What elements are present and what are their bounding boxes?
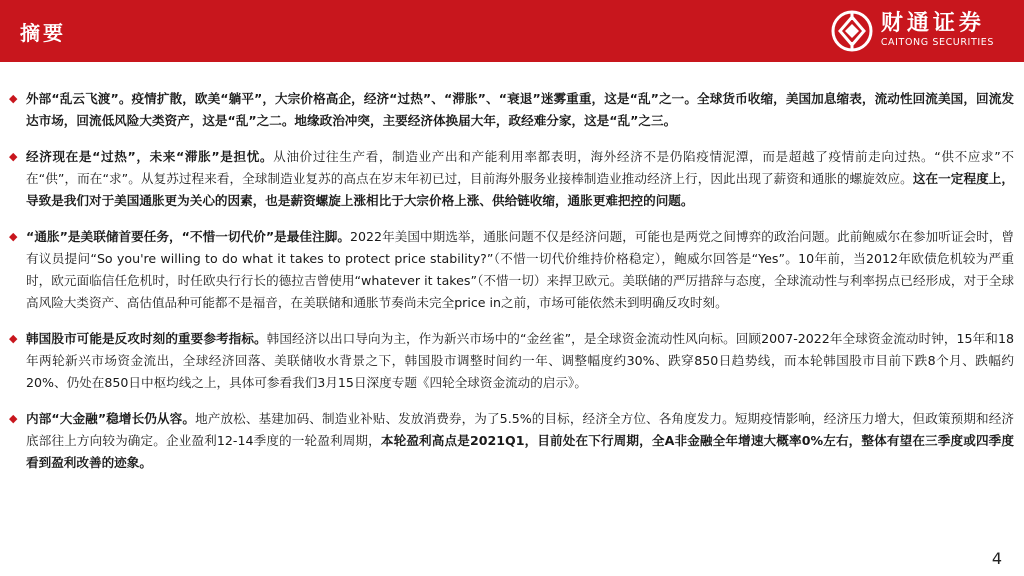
diamond-icon: ◆ xyxy=(9,412,18,425)
bold-text: “通胀”是美联储首要任务，“不惜一切代价”是最佳注脚。 xyxy=(26,229,350,244)
summary-paragraph xyxy=(8,408,1014,474)
summary-paragraph xyxy=(8,328,1014,394)
logo-chinese-name: 财通证券 xyxy=(880,11,985,36)
bold-text: 韩国股市可能是反攻时刻的重要参考指标。 xyxy=(26,331,267,346)
bold-text: 外部“乱云飞渡”。疫情扩散，欧美“躺平”，大宗价格高企，经济“过热”、“滞胀”、“衰退”迷雾重重，这是“乱”之一。全球货币收缩，美国加息缩表，流动性回流美国，回流发达市场，回流低风险大类资产，这是“乱”之二。地缘政治冲突，主要经济体换届大年，政经难分家，这是“乱”之三。 xyxy=(26,91,1014,128)
body-text: 韩国经济以出口导向为主，作为新兴市场中的“金丝雀”，是全球资金流动性风向标。回顾2007-2022年全球资金流动时钟，15年和18年两轮新兴市场资金流出，全球经济回落、美联储收水背景之下，韩国股市调整时间约一年、调整幅度约30%、跌穿850日趋势线，而本轮韩国股市目前下跌8个月、跌幅约20%、仍处在850日中枢均线之上，具体可参看我们3月15日深度专题《四轮全球资金流动的启示》。 xyxy=(26,331,1014,390)
caitong-logo-icon xyxy=(831,10,873,52)
body-text: 地产放松、基建加码、制造业补贴、发放消费券，为了5.5%的目标，经济全方位、各角度发力。短期疫情影响，经济压力增大，但政策预期和经济底部往上方向较为确定。企业盈利12-14季度的一轮盈利周期， xyxy=(26,411,1014,448)
summary-paragraph xyxy=(8,226,1014,314)
page-number: 4 xyxy=(991,549,1002,568)
summary-paragraph xyxy=(8,88,1014,132)
bold-text: 经济现在是“过热”，未来“滞胀”是担忧。 xyxy=(26,149,274,164)
diamond-icon: ◆ xyxy=(9,92,18,105)
bold-text: 这在一定程度上，导致是我们对于美国通胀更为关心的因素，也是薪资螺旋上涨相比于大宗价格上涨、供给链收缩，通胀更难把控的问题。 xyxy=(26,171,1015,208)
diamond-icon: ◆ xyxy=(9,150,18,163)
body-text: 从油价过往生产看，制造业产出和产能利用率都表明，海外经济不是仍陷疫情泥潭，而是超越了疫情前走向过热。“供不应求”不在“供”，而在“求”。从复苏过程来看，全球制造业复苏的高点在岁末年初已过，目前海外服务业接棒制造业推动经济上行，因此出现了薪资和通胀的螺旋效应。 xyxy=(26,149,1014,186)
page-title: 摘要 xyxy=(20,21,66,45)
bold-text: 内部“大金融”稳增长仍从容。 xyxy=(26,411,196,426)
summary-content xyxy=(8,88,1014,488)
logo-english-name: CAITONG SECURITIES xyxy=(880,37,994,48)
body-text: 2022年美国中期选举，通胀问题不仅是经济问题，可能也是两党之间博弈的政治问题。此前鲍威尔在参加听证会时，曾有议员提问“So you're willing to do what it takes to protect price stability?”（不惜一切代价维持价格稳定），鲍威尔回答是“Yes”。10年前，当2012年欧债危机较为严重时，欧元面临信任危机时，时任欧央行行长的德拉吉曾使用“whatever it takes”（不惜一切）来捍卫欧元。美联储的严厉措辞与态度，全球流动性与利率拐点已经形成，对于全球高风险大类资产、高估值品种可能都不是福音，在美联储和通胀节奏尚未完全price in之前，市场可能依然未到明确反攻时刻。 xyxy=(26,229,1015,310)
diamond-icon: ◆ xyxy=(9,332,18,345)
company-logo xyxy=(831,8,994,54)
bold-text: 本轮盈利高点是2021Q1，目前处在下行周期，全A非金融全年增速大概率0%左右，整体有望在三季度或四季度看到盈利改善的迹象。 xyxy=(26,433,1014,470)
header-bar xyxy=(0,0,1024,62)
summary-paragraph xyxy=(8,146,1014,212)
diamond-icon: ◆ xyxy=(9,230,18,243)
